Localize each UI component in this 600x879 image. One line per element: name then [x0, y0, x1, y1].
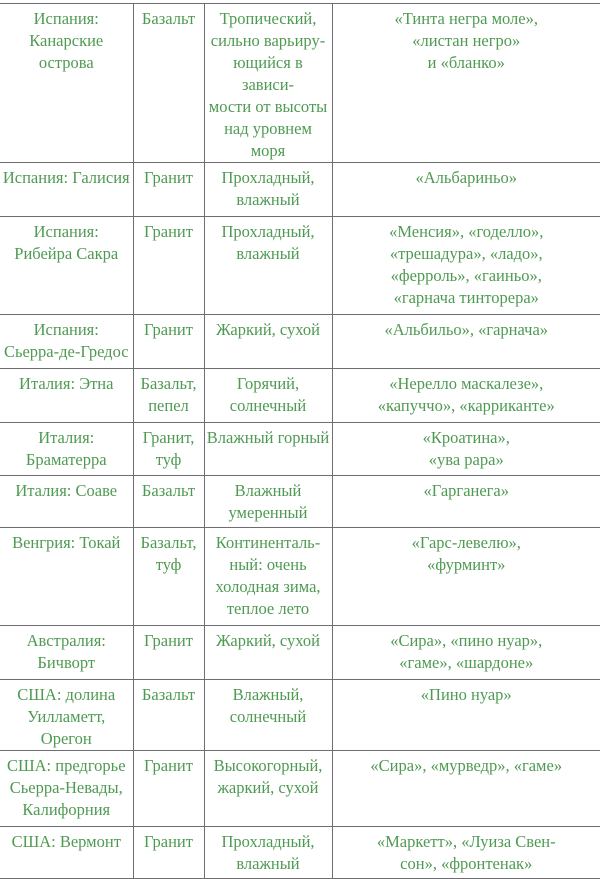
region-cell: Италия: Этна [0, 369, 133, 423]
soil-cell: Базальт [133, 476, 204, 528]
grape-varieties-cell: «Нерелло маскалезе», «капуччо», «карриканте» [332, 369, 600, 423]
region-cell: Испания: Канарские острова [0, 4, 133, 163]
grape-varieties-cell: «Менсия», «годелло», «трешадура», «ладо», «ферроль», «гаиньо», «гарнача тинторера» [332, 217, 600, 315]
table-row [0, 423, 600, 476]
table-row [0, 626, 600, 680]
region-cell: США: Вермонт [0, 827, 133, 879]
soil-cell: Базальт [133, 680, 204, 751]
table-row [0, 528, 600, 626]
climate-cell: Континенталь- ный: очень холодная зима, теплое лето [204, 528, 332, 626]
region-cell: США: долина Уилламетт, Орегон [0, 680, 133, 751]
region-cell: США: предгорье Сьерра-Невады, Калифорния [0, 751, 133, 827]
soil-cell: Базальт, пепел [133, 369, 204, 423]
region-cell: Италия: Соаве [0, 476, 133, 528]
climate-cell: Горячий, солнечный [204, 369, 332, 423]
grape-varieties-cell: «Альбильо», «гарнача» [332, 315, 600, 369]
grape-varieties-cell: «Гарганега» [332, 476, 600, 528]
soil-cell: Гранит, туф [133, 423, 204, 476]
region-cell: Испания: Рибейра Сакра [0, 217, 133, 315]
soil-cell: Гранит [133, 163, 204, 217]
grape-varieties-cell: «Пино нуар» [332, 680, 600, 751]
climate-cell: Влажный горный [204, 423, 332, 476]
soil-cell: Базальт [133, 4, 204, 163]
soil-cell: Гранит [133, 827, 204, 879]
region-cell: Испания: Сьерра-де-Гредос [0, 315, 133, 369]
grape-varieties-cell: «Кроатина», «ува рара» [332, 423, 600, 476]
climate-cell: Прохладный, влажный [204, 827, 332, 879]
climate-cell: Тропический, сильно варьиру- ющийся в зависи- мости от высоты над уровнем моря [204, 4, 332, 163]
climate-cell: Жаркий, сухой [204, 315, 332, 369]
climate-cell: Прохладный, влажный [204, 217, 332, 315]
table-row [0, 4, 600, 163]
grape-varieties-cell: «Маркетт», «Луиза Свен- сон», «фронтенак» [332, 827, 600, 879]
grape-varieties-cell: «Сира», «мурведр», «гаме» [332, 751, 600, 827]
table-row [0, 217, 600, 315]
grape-varieties-cell: «Сира», «пино нуар», «гаме», «шардоне» [332, 626, 600, 680]
table-row [0, 476, 600, 528]
region-cell: Австралия: Бичворт [0, 626, 133, 680]
soil-cell: Гранит [133, 626, 204, 680]
table-row [0, 369, 600, 423]
soil-cell: Гранит [133, 315, 204, 369]
table-row [0, 827, 600, 879]
grape-varieties-cell: «Альбариньо» [332, 163, 600, 217]
table-row [0, 751, 600, 827]
region-cell: Италия: Браматерра [0, 423, 133, 476]
table-row [0, 315, 600, 369]
climate-cell: Жаркий, сухой [204, 626, 332, 680]
region-cell: Испания: Галисия [0, 163, 133, 217]
wine-regions-table [0, 3, 600, 879]
grape-varieties-cell: «Гарс-левелю», «фурминт» [332, 528, 600, 626]
climate-cell: Высокогорный, жаркий, сухой [204, 751, 332, 827]
soil-cell: Базальт, туф [133, 528, 204, 626]
table-row [0, 163, 600, 217]
climate-cell: Прохладный, влажный [204, 163, 332, 217]
soil-cell: Гранит [133, 217, 204, 315]
region-cell: Венгрия: Токай [0, 528, 133, 626]
soil-cell: Гранит [133, 751, 204, 827]
climate-cell: Влажный, солнечный [204, 680, 332, 751]
table-row [0, 680, 600, 751]
climate-cell: Влажный умеренный [204, 476, 332, 528]
grape-varieties-cell: «Тинта негра моле», «листан негро» и «бланко» [332, 4, 600, 163]
